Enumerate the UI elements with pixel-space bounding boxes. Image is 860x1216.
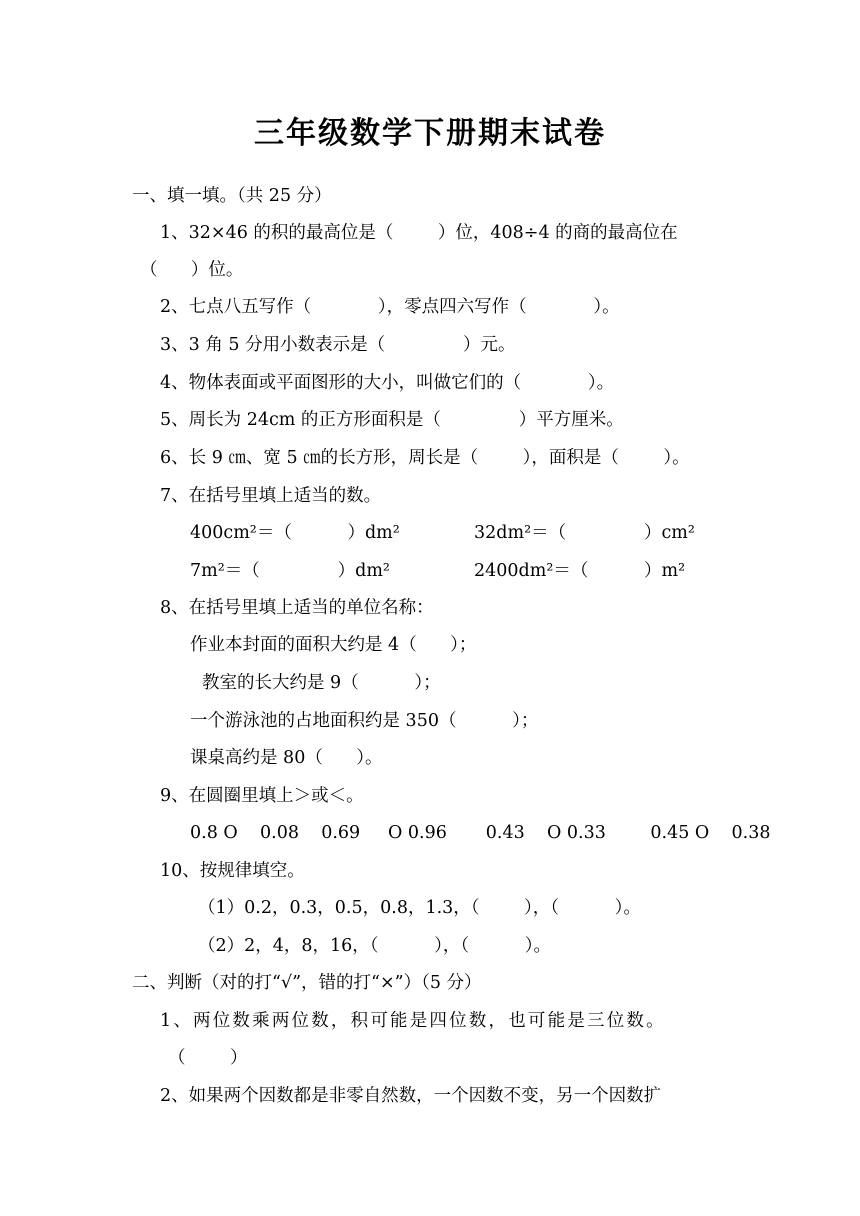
question-9: 9、在圆圈里填上＞或＜。 bbox=[160, 786, 364, 806]
question-2: 2、七点八五写作（ ），零点四六写作（ ）。 bbox=[160, 297, 620, 317]
question-7-item: 2400dm²＝（ ）m² bbox=[474, 561, 686, 581]
question-8: 8、在括号里填上适当的单位名称： bbox=[160, 598, 434, 618]
judge-question-1-line-1: 1、两位数乘两位数，积可能是四位数，也可能是三位数。 bbox=[160, 1011, 666, 1031]
question-7-item: 400cm²＝（ ）dm² bbox=[190, 523, 400, 543]
question-8-item: 课桌高约是 80（ ）。 bbox=[190, 748, 383, 768]
question-1-line-2: （ ）位。 bbox=[140, 260, 244, 280]
question-7: 7、在括号里填上适当的数。 bbox=[160, 486, 382, 506]
question-10-item: （2）2，4，8，16，（ ），（ ）。 bbox=[198, 936, 552, 956]
section-heading-1: 一、填一填。（共 25 分） bbox=[132, 186, 332, 206]
page-title: 三年级数学下册期末试卷 bbox=[254, 116, 606, 151]
question-7-item: 32dm²＝（ ）cm² bbox=[474, 523, 695, 543]
question-6: 6、长 9 ㎝、宽 5 ㎝的长方形，周长是（ ），面积是（ ）。 bbox=[160, 448, 690, 468]
question-1-line-1: 1、32×46 的积的最高位是（ ）位，408÷4 的商的最高位在 bbox=[160, 223, 678, 243]
judge-question-2: 2、如果两个因数都是非零自然数，一个因数不变，另一个因数扩 bbox=[160, 1086, 662, 1106]
question-5: 5、周长为 24cm 的正方形面积是（ ）平方厘米。 bbox=[160, 410, 624, 430]
question-10-item: （1）0.2，0.3，0.5，0.8，1.3，（ ），（ ）。 bbox=[198, 898, 641, 918]
question-7-item: 7m²＝（ ）dm² bbox=[190, 561, 390, 581]
question-8-item: 一个游泳池的占地面积约是 350（ ）； bbox=[190, 711, 539, 731]
question-4: 4、物体表面或平面图形的大小，叫做它们的（ ）。 bbox=[160, 373, 615, 393]
question-9-items: 0.8 O 0.08 0.69 O 0.96 0.43 O 0.33 0.45 O 0.38 bbox=[190, 823, 771, 843]
question-8-item: 教室的长大约是 9（ ）； bbox=[202, 673, 441, 693]
question-10: 10、按规律填空。 bbox=[160, 861, 305, 881]
section-heading-2: 二、判断（对的打“√”，错的打“×”）（5 分） bbox=[132, 973, 482, 993]
question-8-item: 作业本封面的面积大约是 4（ ）； bbox=[190, 635, 477, 655]
judge-question-1-line-2: （ ） bbox=[168, 1048, 248, 1068]
question-3: 3、3 角 5 分用小数表示是（ ）元。 bbox=[160, 335, 516, 355]
